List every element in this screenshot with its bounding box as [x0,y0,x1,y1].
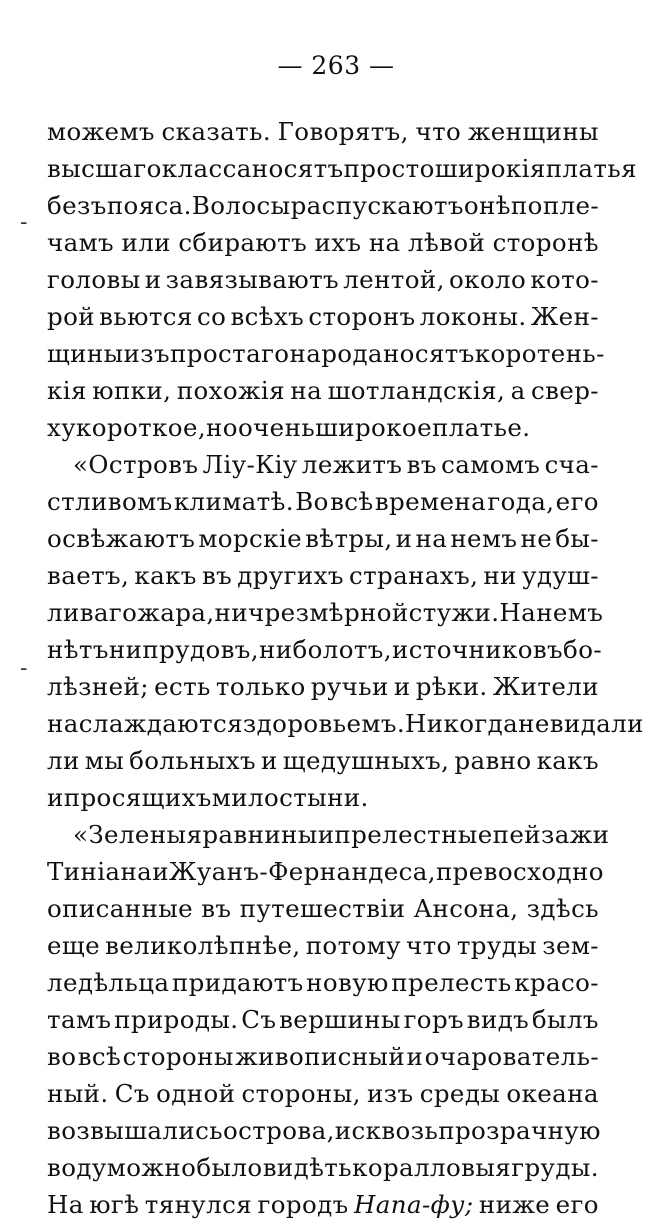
word: тамъ [47,1005,112,1034]
word: со [196,302,227,331]
word: одной [156,1079,236,1108]
word: простаго [170,339,290,368]
word: безъ [47,191,107,220]
text-line [47,779,599,816]
word: короткое, [76,413,207,442]
word: милостыни. [211,783,369,812]
text-line [47,1112,599,1149]
word: немъ [450,524,518,553]
word: живописный [235,1042,406,1071]
text-line [47,1149,599,1186]
text-line [47,557,599,594]
word: рѣки. [415,672,488,701]
word: лежитъ [301,450,403,479]
word: просто [343,154,435,183]
word: и [144,265,162,294]
word: времена [374,487,487,516]
word: Напа-фу; [354,1190,474,1219]
word: коралловыя [352,1153,512,1182]
text-line [47,594,604,631]
text-line [47,409,599,446]
word: очень [237,413,316,442]
word: сбираютъ [178,228,308,257]
word: бо- [563,635,603,664]
word: Съ [114,1079,150,1108]
word: видали [549,709,644,738]
word: и [406,1042,424,1071]
word: равно [454,746,532,775]
text-line [47,113,599,150]
word: и [152,857,169,886]
word: ниже [478,1190,551,1219]
word: морскіе [198,524,303,553]
text-line [47,372,599,409]
word: ливаго [47,598,138,627]
word: прудовъ, [142,635,259,664]
word: на [290,376,323,405]
word: во [47,1042,77,1071]
text-line [47,705,644,742]
word: распускаютъ [290,191,464,220]
word: народа [289,339,383,368]
word: на [415,524,448,553]
word: Жуанъ-Фернандеса, [168,857,436,886]
text-line [47,187,599,224]
word: Во [295,487,329,516]
word: странахъ, [348,561,479,590]
word: красо- [514,968,599,997]
word: очарователь- [424,1042,599,1071]
word: что [406,931,452,960]
word: шотландскія, [327,376,506,405]
word: и [334,1116,352,1145]
word: и [393,672,411,701]
word: потому [305,931,401,960]
word: прозрачную [438,1116,601,1145]
word: придаютъ [171,968,304,997]
word: описанные [47,894,193,923]
text-line [47,335,605,372]
word: свер- [530,376,599,405]
word: еще [47,931,100,960]
word: горъ [403,1005,465,1034]
word: среды [419,1079,501,1108]
text-line [47,150,637,187]
word: ихъ [314,228,362,257]
word: Говорятъ, [277,117,409,146]
word: ху [47,413,77,442]
text-line [47,668,599,705]
text-line [47,1001,599,1038]
word: платье. [431,413,531,442]
word: сквозь [351,1116,439,1145]
word: сторонъ [308,302,416,331]
word: и [317,820,335,849]
word: широкія [434,154,546,183]
word: въ [406,450,437,479]
word: городъ [257,1190,349,1219]
word: лѣвой [407,228,486,257]
word: былъ [531,1005,599,1034]
word: Ліу-Кіу [202,450,298,479]
word: но [206,413,238,442]
word: не [518,709,550,738]
text-line [47,890,599,927]
word: Волосы [191,191,291,220]
word: или [121,228,171,257]
word: великолѣпнѣе, [105,931,301,960]
text-line [47,853,604,890]
word: Тиніана [47,857,153,886]
word: мы [84,746,125,775]
word: Ансона, [413,894,519,923]
word: ли [47,746,80,775]
word: Жен- [530,302,599,331]
word: острова, [222,1116,335,1145]
word: года, [487,487,555,516]
word: самомъ [441,450,541,479]
word: юпки, [92,376,172,405]
word: ни [258,635,293,664]
word: женщины [467,117,599,146]
word: класса [161,154,252,183]
text-line [47,742,599,779]
text-line [47,816,610,853]
word: платья [545,154,637,183]
word: локоны. [419,302,527,331]
word: по [510,191,543,220]
word: прелестные [334,820,493,849]
word: ный. [47,1079,109,1108]
body-text [47,113,644,1223]
word: щедушныхъ, [282,746,450,775]
word: лѣзней; [47,672,149,701]
margin-mark: - [20,210,28,235]
text-line [47,261,599,298]
word: воду [47,1153,107,1182]
word: просящихъ [63,783,212,812]
word: превосходно [435,857,604,886]
word: и [395,524,413,553]
word: кія [47,376,87,405]
word: изъ [123,339,171,368]
word: Жители [492,672,599,701]
word: здоровьемъ. [242,709,406,738]
word: немъ [536,598,604,627]
word: груды. [511,1153,599,1182]
word: щины [47,339,124,368]
word: ни [214,598,248,627]
word: возвышались [47,1116,223,1145]
word: На [499,598,537,627]
text-line [47,927,599,964]
word: океана [506,1079,599,1108]
word: пояса. [106,191,192,220]
text-line [47,631,603,668]
word: вьются [99,302,193,331]
text-line [47,224,599,261]
word: Съ [241,1005,277,1034]
word: чамъ [47,228,115,257]
word: видѣть [262,1153,352,1182]
word: стороны [122,1042,234,1071]
word: его [555,487,599,516]
word: чрезмѣрной [247,598,409,627]
word: было [196,1153,263,1182]
word: всѣхъ [230,302,305,331]
word: источниковъ [391,635,564,664]
word: всѣ [77,1042,122,1071]
word: больныхъ [129,746,256,775]
word: въ [201,894,232,923]
word: есть [154,672,211,701]
word: какъ [134,561,197,590]
word: завязываютъ [165,265,340,294]
word: стороны, [241,1079,361,1108]
word: не [520,524,553,553]
word: «Островъ [73,450,199,479]
word: сторонѣ [492,228,599,257]
word: труды [456,931,538,960]
word: его [555,1190,599,1219]
word: можемъ [47,117,155,146]
margin-mark: - [20,656,28,681]
word: какъ [536,746,599,775]
text-line [47,446,599,483]
word: нѣтъ [47,635,109,664]
text-line [47,520,599,557]
word: около [449,265,527,294]
text-line [47,483,599,520]
word: можно [106,1153,197,1182]
text-line [47,964,599,1001]
word: похожія [176,376,285,405]
word: и [47,783,64,812]
word: и [261,746,278,775]
word: ни [483,561,517,590]
word: стливомъ [47,487,173,516]
word: носятъ [382,339,475,368]
word: рой [47,302,95,331]
word: ни [108,635,143,664]
word: стужи. [408,598,500,627]
word: жара, [137,598,215,627]
word: пле- [542,191,600,220]
word: зем- [542,931,599,960]
word: На [47,1190,84,1219]
word: ледѣльца [47,968,170,997]
text-line [47,1075,599,1112]
word: коротень- [474,339,605,368]
page-number: — 263 — [277,51,395,80]
word: сказать. [161,117,272,146]
text-line [47,1038,599,1075]
word: бы- [555,524,599,553]
word: видъ [466,1005,530,1034]
word: «Зеленыя [73,820,203,849]
word: ручьи [310,672,389,701]
word: путешествіи [239,894,406,923]
word: югѣ [89,1190,140,1219]
word: сча- [544,450,599,479]
word: наслаждаются [47,709,243,738]
word: широкое [315,413,432,442]
word: тянулся [144,1190,253,1219]
word: кото- [530,265,599,294]
word: высшаго [47,154,162,183]
word: другихъ [237,561,344,590]
word: только [215,672,306,701]
word: климатѣ. [173,487,294,516]
word: онѣ [463,191,511,220]
word: что [415,117,462,146]
word: на [368,228,401,257]
word: прелесть [391,968,512,997]
word: равнины [202,820,318,849]
word: Никогда [405,709,519,738]
word: пейзажи [492,820,610,849]
word: а [510,376,526,405]
text-line [47,1186,599,1223]
word: новую [306,968,389,997]
word: головы [47,265,141,294]
word: вершины [279,1005,401,1034]
word: вѣтры, [305,524,393,553]
word: природы. [114,1005,239,1034]
word: всѣ [330,487,374,516]
word: болотъ, [292,635,392,664]
word: здѣсь [526,894,599,923]
word: ваетъ, [47,561,130,590]
word: изъ [367,1079,414,1108]
text-line [47,298,599,335]
word: удуш- [522,561,599,590]
word: лентой, [343,265,445,294]
word: носятъ [251,154,344,183]
word: въ [201,561,233,590]
word: освѣжаютъ [47,524,196,553]
